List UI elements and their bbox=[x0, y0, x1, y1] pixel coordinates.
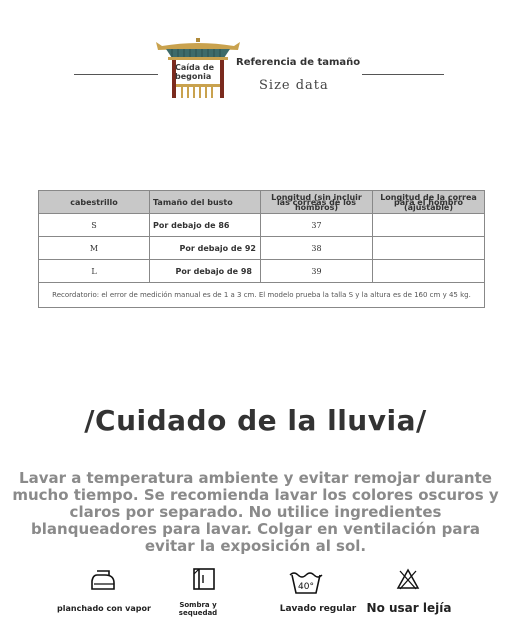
length-cell: 37 bbox=[261, 214, 373, 237]
table-note-row bbox=[39, 283, 485, 308]
size-table bbox=[38, 190, 485, 308]
strap-cell bbox=[373, 237, 485, 260]
col-header-style: cabestrillo bbox=[39, 191, 150, 214]
size-data-subtitle: Size data bbox=[259, 78, 329, 93]
strap-cell bbox=[373, 214, 485, 237]
table-row bbox=[39, 237, 485, 260]
shade-dry-label: Sombra y sequedad bbox=[178, 601, 218, 617]
wash-label: Lavado regular bbox=[279, 604, 357, 614]
iron-label: planchado con vapor bbox=[57, 604, 151, 613]
length-cell: 38 bbox=[261, 237, 373, 260]
bust-cell: Por debajo de 86 bbox=[150, 214, 261, 237]
wash-40-icon bbox=[288, 567, 324, 595]
measurement-note: Recordatorio: el error de medición manual es de 1 a 3 cm. El modelo prueba la talla S y la altura es de 160 cm y 45 kg. bbox=[39, 283, 485, 308]
col-header-length: Longitud (sin incluir las correas de los hombros) bbox=[261, 191, 373, 214]
header-rule-left bbox=[74, 74, 158, 75]
size-cell: L bbox=[39, 260, 150, 283]
size-reference-title: Referencia de tamaño bbox=[236, 57, 361, 68]
logo-text: Caída de begonia bbox=[175, 63, 215, 81]
header-rule-right bbox=[362, 74, 444, 75]
length-cell: 39 bbox=[261, 260, 373, 283]
table-header-row bbox=[39, 191, 485, 214]
wash-temp-text: 40° bbox=[298, 582, 314, 592]
no-bleach-icon bbox=[396, 567, 420, 591]
care-title: /Cuidado de la lluvia/ bbox=[84, 404, 427, 437]
shade-dry-icon bbox=[192, 567, 216, 591]
size-cell: S bbox=[39, 214, 150, 237]
bust-cell: Por debajo de 98 bbox=[150, 260, 261, 283]
care-instructions: Lavar a temperatura ambiente y evitar remojar durante mucho tiempo. Se recomienda lavar los colores oscuros y claros por separado. No utilice ingredientes blanqueadores para lavar. Colgar en ventilación para evitar la exposición al sol. bbox=[12, 469, 499, 555]
no-bleach-label: No usar lejía bbox=[366, 601, 452, 615]
col-header-strap: Longitud de la correa para el hombro (ajustable) bbox=[373, 191, 485, 214]
col-header-bust: Tamaño del busto bbox=[150, 191, 261, 214]
strap-cell bbox=[373, 260, 485, 283]
bust-cell: Por debajo de 92 bbox=[150, 237, 261, 260]
size-cell: M bbox=[39, 237, 150, 260]
iron-icon bbox=[88, 567, 118, 593]
table-row bbox=[39, 214, 485, 237]
table-row bbox=[39, 260, 485, 283]
